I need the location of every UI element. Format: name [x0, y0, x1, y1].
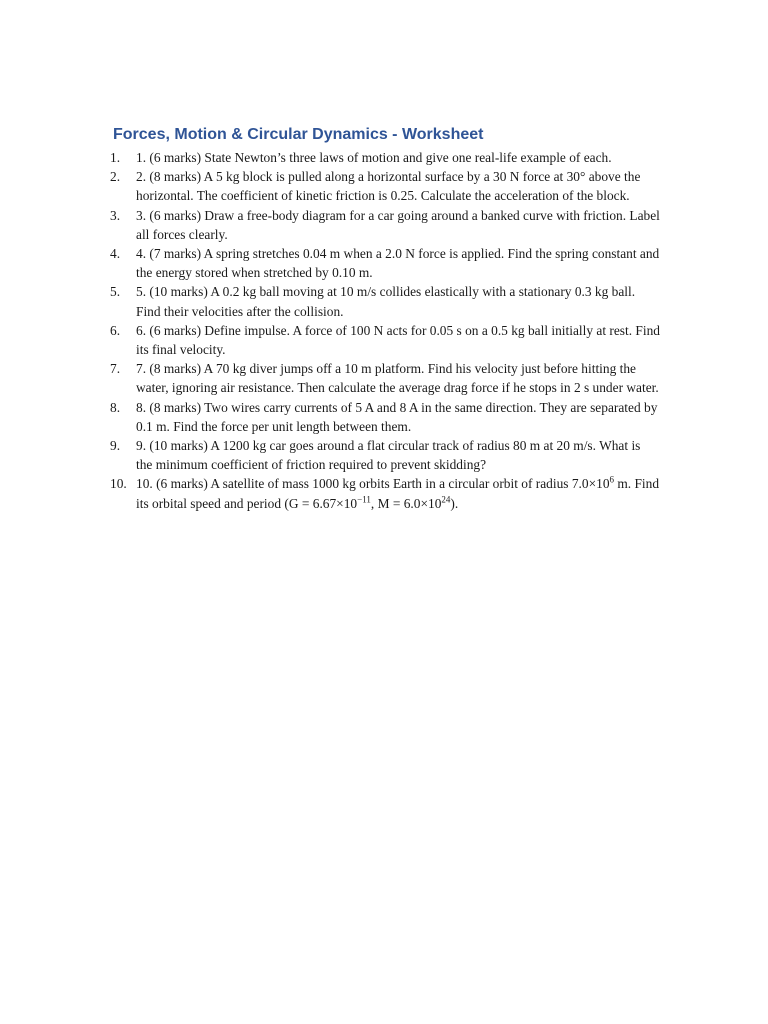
question-text: 8. (8 marks) Two wires carry currents of 5 A and 8 A in the same direction. They are separated by 0.1 m. Find the force per unit length between them.	[136, 399, 658, 434]
superscript-exponent: 24	[441, 494, 451, 505]
question-number: 3.	[110, 207, 121, 223]
question-number: 1.	[110, 150, 121, 165]
question-text: 4. (7 marks) A spring stretches 0.04 m when a 2.0 N force is applied. Find the spring constant and the energy stored when stretched by 0.10 m.	[136, 246, 660, 281]
question-text: 2. (8 marks) A 5 kg block is pulled along a horizontal surface by a 30 N force at 30° above the horizontal. The coefficient of kinetic friction is 0.25. Calculate the acceleration of the block.	[136, 169, 641, 204]
question-item	[110, 436, 660, 474]
question-number: 9.	[110, 438, 121, 454]
question-number: 5.	[110, 284, 121, 300]
question-text: 1. (6 marks) State Newton’s three laws of motion and give one real-life example of each.	[136, 150, 612, 165]
question-item	[110, 398, 660, 436]
question-text: 9. (10 marks) A 1200 kg car goes around a flat circular track of radius 80 m at 20 m/s. What is the minimum coefficient of friction required to prevent skidding?	[136, 438, 641, 473]
question-number: 4.	[110, 246, 121, 262]
question-item	[110, 148, 660, 167]
question-text: 3. (6 marks) Draw a free-body diagram for a car going around a banked curve with friction. Label all forces clearly.	[136, 207, 660, 242]
question-number: 7.	[110, 361, 121, 377]
superscript-exponent: −11	[357, 494, 371, 505]
question-text: 7. (8 marks) A 70 kg diver jumps off a 10 m platform. Find his velocity just before hitting the water, ignoring air resistance. Then calculate the average drag force if he stops in 2 s under water.	[136, 361, 659, 396]
question-text-part: 10. (6 marks) A satellite of mass 1000 kg orbits Earth in a circular orbit of radius 7.0×10	[136, 476, 610, 492]
question-text: 6. (6 marks) Define impulse. A force of 100 N acts for 0.05 s on a 0.5 kg ball initially at rest. Find its final velocity.	[136, 322, 660, 358]
question-text-part: m. Find its orbital speed and period (G = 6.67×10	[136, 476, 660, 511]
question-text: 5. (10 marks) A 0.2 kg ball moving at 10 m/s collides elastically with a stationary 0.3 kg ball. Find their velocities after the collision.	[136, 284, 636, 319]
question-item	[110, 244, 660, 282]
question-text-part: ).	[450, 495, 459, 511]
question-number: 8.	[110, 399, 121, 415]
question-number: 2.	[110, 169, 121, 185]
worksheet-title: Forces, Motion & Circular Dynamics - Worksheet	[113, 126, 484, 143]
question-item	[110, 282, 660, 320]
question-item	[110, 321, 660, 359]
question-number: 6.	[110, 322, 121, 338]
question-number: 10.	[110, 476, 127, 492]
question-item	[110, 167, 660, 205]
question-list	[110, 148, 660, 513]
superscript-exponent: 6	[609, 474, 615, 485]
question-item	[110, 359, 660, 397]
question-text-part: , M = 6.0×10	[370, 495, 442, 511]
question-text	[136, 474, 660, 512]
question-item	[110, 474, 660, 512]
question-item	[110, 206, 660, 244]
